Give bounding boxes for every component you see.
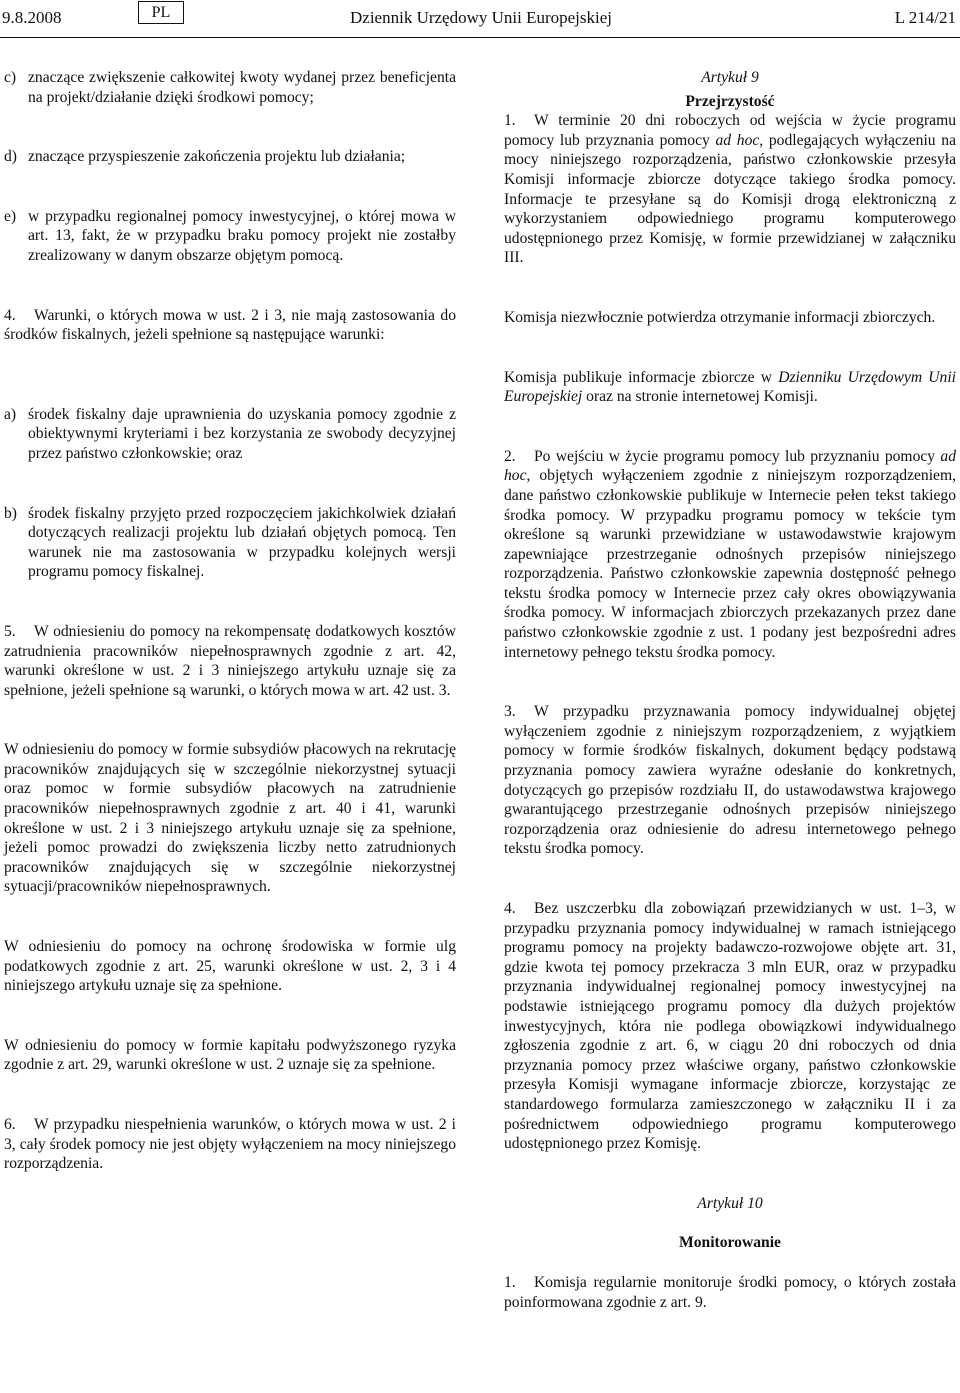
paragraph-text: W przypadku niespełnienia warunków, o których mowa w ust. 2 i 3, cały środek pomocy nie jest objęty wyłączeniem na mocy niniejszego rozporządzenia.	[4, 1116, 456, 1173]
list-item-a	[4, 405, 456, 464]
paragraph-environment: W odniesieniu do pomocy na ochronę środowiska w formie ulg podatkowych zgodnie z art. 25, warunki określone w ust. 2, 3 i 4 niniejszego artykułu uznaje się za spełnione.	[4, 938, 456, 995]
journal-title: Dziennik Urzędowy Unii Europejskiej	[350, 8, 613, 27]
paragraph-risk-capital: W odniesieniu do pomocy w formie kapitału podwyższonego ryzyka zgodnie z art. 29, warunki określone w ust. 2 uznaje się za spełnione.	[4, 1036, 456, 1074]
paragraph-number: 1.	[504, 112, 516, 130]
language-badge: PL	[138, 1, 184, 24]
paragraph-number: 1.	[504, 1273, 516, 1291]
paragraph-confirm: Komisja niezwłocznie potwierdza otrzymanie informacji zbiorczych.	[504, 308, 936, 326]
paragraph-number: 6.	[4, 1116, 16, 1133]
list-item-d	[4, 147, 456, 167]
paragraph-5	[4, 622, 456, 700]
paragraph-2	[504, 447, 956, 663]
paragraph-6	[4, 1115, 456, 1174]
list-item-e	[4, 207, 456, 266]
paragraph-text: Po wejściu w życie programu pomocy lub przyznaniu pomocy	[534, 447, 941, 465]
paragraph-text: W odniesieniu do pomocy na rekompensatę dodatkowych kosztów zatrudnienia pracowników niepełnosprawnych zgodnie z art. 42, warunki określone w ust. 2 i 3 niniejszego artykułu uznaje się za spełnione, jeżeli spełnione są warunki, o których mowa w art. 42 ust. 3.	[4, 622, 456, 699]
paragraph-text: Warunki, o których mowa w ust. 2 i 3, nie mają zastosowania do środków fiskalnych, jeżeli spełnione są następujące warunki:	[4, 306, 456, 344]
article-10-title: Artykuł 10	[697, 1194, 763, 1212]
right-column	[504, 68, 956, 1312]
paragraph-text: Komisja regularnie monitoruje środki pomocy, o których została poinformowana zgodnie z art. 9.	[504, 1273, 956, 1311]
header-rule	[0, 37, 960, 38]
page-header	[0, 0, 960, 40]
left-column	[4, 68, 456, 1174]
item-text: w przypadku regionalnej pomocy inwestycyjnej, o której mowa w art. 13, fakt, że w przypadku braku pomocy projekt nie zostałby zrealizowany w danym obszarze objętym pomocą.	[28, 207, 456, 264]
paragraph-4	[4, 306, 456, 345]
item-label: d)	[4, 148, 17, 166]
paragraph-number: 2.	[504, 447, 516, 465]
paragraph-text: , objętych wyłączeniem zgodnie z niniejszym rozporządzeniem, dane państwo członkowskie publikuje w Internecie pełen tekst takiego środka pomocy. W przypadku programu pomocy w tekście tym określone są warunki przewidziane w ustawodawstwie krajowym zapewniające przestrzeganie odnośnych przepisów niniejszego rozporządzenia. Państwo członkowskie zapewnia dostępność pełnego tekstu środka pomocy w Internecie przez cały okres obowiązywania środka pomocy. W informacjach zbiorczych przekazanych przez dane państwo członkowskie zgodnie z ust. 1 podany jest bezpośredni adres internetowy pełnego tekstu środka pomocy.	[504, 467, 956, 661]
article-9-heading: Przejrzystość	[685, 92, 775, 110]
page-number: L 214/21	[894, 8, 956, 27]
item-text: środek fiskalny przyjęto przed rozpoczęciem jakichkolwiek działań dotyczących realizacji projektu lub działań objętych pomocą. Ten warunek nie ma zastosowania w przypadku kolejnych wersji programu pomocy fiskalnej.	[28, 504, 456, 581]
paragraph-text: W przypadku przyznawania pomocy indywidualnej objętej wyłączeniem zgodnie z niniejszym rozporządzeniem, z wyjątkiem pomocy w formie środków fiskalnych, dokument będący podstawą przyznania pomocy zawiera wyraźne odesłanie do konkretnych, dotyczących go przepisów rozdziału II, do ustawodawstwa krajowego gwarantującego przestrzeganie odnośnych przepisów niniejszego rozporządzenia oraz odniesienie do adresu internetowego pełnego tekstu środka pomocy.	[504, 703, 956, 858]
journal-name: Dzienniku Urzędowym Unii Europejskiej	[504, 368, 956, 406]
paragraph-number: 4.	[4, 306, 16, 324]
article-9-title: Artykuł 9	[701, 69, 759, 86]
paragraph-1	[504, 111, 956, 268]
paragraph-3	[504, 702, 956, 859]
paragraph-text: oraz na stronie internetowej Komisji.	[582, 388, 818, 406]
paragraph-4-right	[504, 899, 956, 1154]
paragraph-text: W terminie 20 dni roboczych od wejścia w życie programu pomocy lub przyznania pomocy	[504, 112, 956, 149]
paragraph-number: 3.	[504, 703, 516, 721]
item-text: znaczące zwiększenie całkowitej kwoty wydanej przez beneficjenta na projekt/działanie dzięki środkowi pomocy;	[28, 69, 456, 106]
article-10-heading: Monitorowanie	[679, 1234, 781, 1252]
paragraph-text: , podlegających wyłączeniu na mocy niniejszego rozporządzenia, państwo członkowskie przesyła Komisji informacje zbiorcze dotyczące takiego środka pomocy. Informacje te przesyłane są do Komisji drogą elektroniczną z wykorzystaniem odpowiedniego programu komputerowego udostępnionego przez Komisję, w formie przewidzianej w załączniku III.	[504, 131, 956, 267]
adhoc-term: ad hoc	[504, 447, 956, 485]
item-label: a)	[4, 405, 17, 423]
item-label: c)	[4, 69, 17, 86]
paragraph-text: Bez uszczerbku dla zobowiązań przewidzianych w ust. 1–3, w przypadku przyznania pomocy indywidualnej w ramach istniejącego programu pomocy na projekty badawczo-rozwojowe objęte art. 31, gdzie kwota tej pomocy przekracza 3 mln EUR, oraz w przypadku przyznania indywidualnej regionalnej pomocy inwestycyjnej na podstawie istniejącego programu pomocy dla dużych projektów inwestycyjnych, która nie podlega obowiązkowi indywidualnego zgłoszenia zgodnie z art. 6, w ciągu 20 dni roboczych od dnia przyznania pomocy przez właściwe organy, państwo członkowskie przesyła Komisji wymagane informacje zbiorcze, korzystając ze standardowego formularza zamieszczonego w załączniku II i za pośrednictwem odpowiedniego programu komputerowego udostępnionego przez Komisję.	[504, 900, 956, 1153]
list-item-c	[4, 68, 456, 107]
item-label: e)	[4, 207, 17, 225]
paragraph-text: Komisja publikuje informacje zbiorcze w	[504, 368, 779, 386]
item-text: znaczące przyspieszenie zakończenia projektu lub działania;	[28, 148, 406, 166]
header-date: 9.8.2008	[2, 8, 62, 27]
monitoring-paragraph-1	[504, 1273, 956, 1312]
item-label: b)	[4, 504, 17, 522]
paragraph-number: 4.	[504, 900, 516, 917]
item-text: środek fiskalny daje uprawnienia do uzyskania pomocy zgodnie z obiektywnymi kryteriami i bez korzystania ze swobody decyzyjnej przez państwo członkowskie; oraz	[28, 405, 456, 462]
list-item-b	[4, 504, 456, 582]
paragraph-wage-subsidies: W odniesieniu do pomocy w formie subsydiów płacowych na rekrutację pracowników znajdujących się w szczególnie niekorzystnej sytuacji oraz pomoc w formie subsydiów płacowych na zatrudnienie pracowników niepełnosprawnych zgodnie z art. 40 i 41, warunki określone w ust. 2 i 3 niniejszego artykułu uznaje się za spełnione, jeżeli pomoc prowadzi do zwiększenia liczby netto zatrudnionych pracowników znajdujących się w szczególnie niekorzystnej sytuacji/pracowników niepełnosprawnych.	[4, 741, 456, 896]
paragraph-number: 5.	[4, 622, 16, 640]
adhoc-term: ad hoc	[715, 131, 760, 149]
paragraph-publish	[504, 368, 956, 407]
